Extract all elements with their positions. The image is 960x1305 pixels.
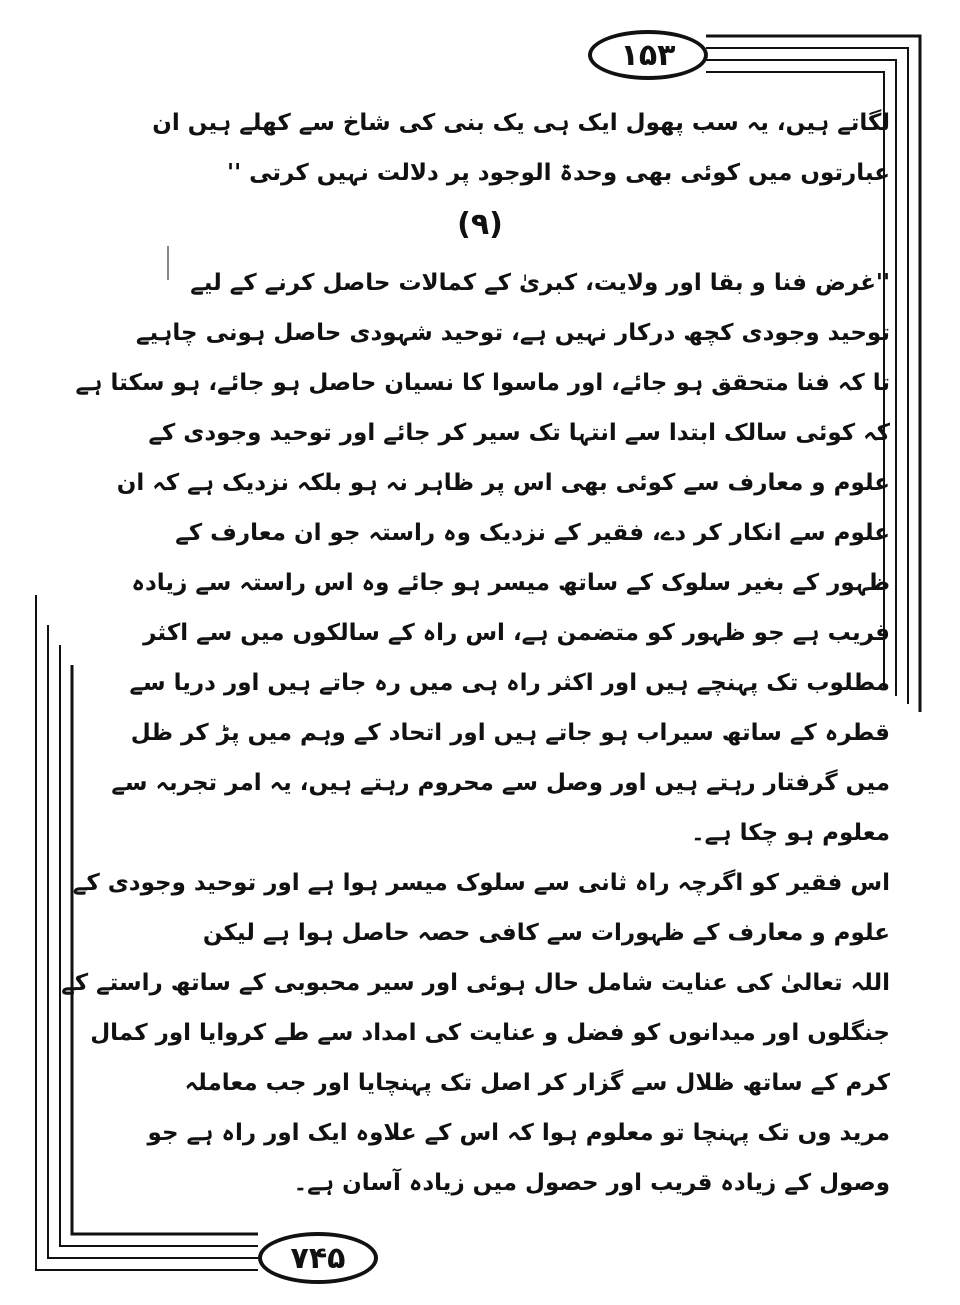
page-number-bottom [258, 1232, 378, 1284]
text-line: توحید وجودی کچھ درکار نہیں ہے، توحید شہودی حاصل ہونی چاہیے [136, 320, 890, 346]
text-line: جنگلوں اور میدانوں کو فضل و عنایت کی امداد سے طے کروایا اور کمال [90, 1020, 890, 1046]
text-line: کہ کوئی سالک ابتدا سے انتہا تک سیر کر جائے اور توحید وجودی کے [148, 420, 890, 446]
text-line: ظہور کے بغیر سلوک کے ساتھ میسر ہو جائے وہ اس راستہ سے زیادہ [131, 570, 890, 596]
text-line: قطرہ کے ساتھ سیراب ہو جاتے ہیں اور اتحاد کے وہم میں پڑ کر ظل [130, 720, 890, 746]
top-paragraph [152, 98, 890, 198]
text-line: اس فقیر کو اگرچہ راہ ثانی سے سلوک میسر ہوا ہے اور توحید وجودی کے [72, 870, 890, 896]
second-paragraph [61, 858, 890, 1208]
main-body [61, 258, 890, 1208]
text-line: عبارتوں میں کوئی بھی وحدۃ الوجود پر دلالت نہیں کرتی '' [227, 160, 890, 186]
page-number-top [588, 30, 708, 80]
text-line: قریب ہے جو ظہور کو متضمن ہے، اس راہ کے سالکوں میں سے اکثر [143, 620, 890, 646]
text-line: معلوم ہو چکا ہے۔ [691, 820, 890, 846]
text-line: لگاتے ہیں، یہ سب پھول ایک ہی یک بنی کی شاخ سے کھلے ہیں ان [152, 110, 890, 136]
text-line: مرید وں تک پہنچا تو معلوم ہوا کہ اس کے علاوہ ایک اور راہ ہے جو [147, 1120, 890, 1146]
text-line: تا کہ فنا متحقق ہو جائے، اور ماسوا کا نسیان حاصل ہو جائے، ہو سکتا ہے [75, 370, 890, 396]
text-line: کرم کے ساتھ ظلال سے گزار کر اصل تک پہنچایا اور جب معاملہ [184, 1070, 890, 1096]
text-line: علوم سے انکار کر دے، فقیر کے نزدیک وہ راستہ جو ان معارف کے [175, 520, 890, 546]
quote-paragraph [75, 258, 890, 858]
text-line: وصول کے زیادہ قریب اور حصول میں زیادہ آسان ہے۔ [293, 1170, 890, 1196]
section-heading: (۹) [457, 207, 503, 242]
page-number-bottom-text: ۷۴۵ [290, 1240, 346, 1276]
text-line: اللہ تعالیٰ کی عنایت شامل حال ہوئی اور سیر محبوبی کے ساتھ راستے کے [61, 970, 890, 996]
text-line: علوم و معارف کے ظہورات سے کافی حصہ حاصل ہوا ہے لیکن [202, 920, 890, 946]
text-line: میں گرفتار رہتے ہیں اور وصل سے محروم رہتے ہیں، یہ امر تجربہ سے [111, 770, 890, 796]
text-line: ''غرض فنا و بقا اور ولایت، کبریٰ کے کمالات حاصل کرنے کے لیے [190, 270, 890, 296]
text-line: علوم و معارف سے کوئی بھی اس پر ظاہر نہ ہو بلکہ نزدیک ہے کہ ان [116, 470, 890, 496]
text-line: مطلوب تک پہنچے ہیں اور اکثر راہ ہی میں رہ جاتے ہیں اور دریا سے [129, 670, 890, 696]
page-number-top-text: ۱۵۳ [620, 37, 676, 73]
